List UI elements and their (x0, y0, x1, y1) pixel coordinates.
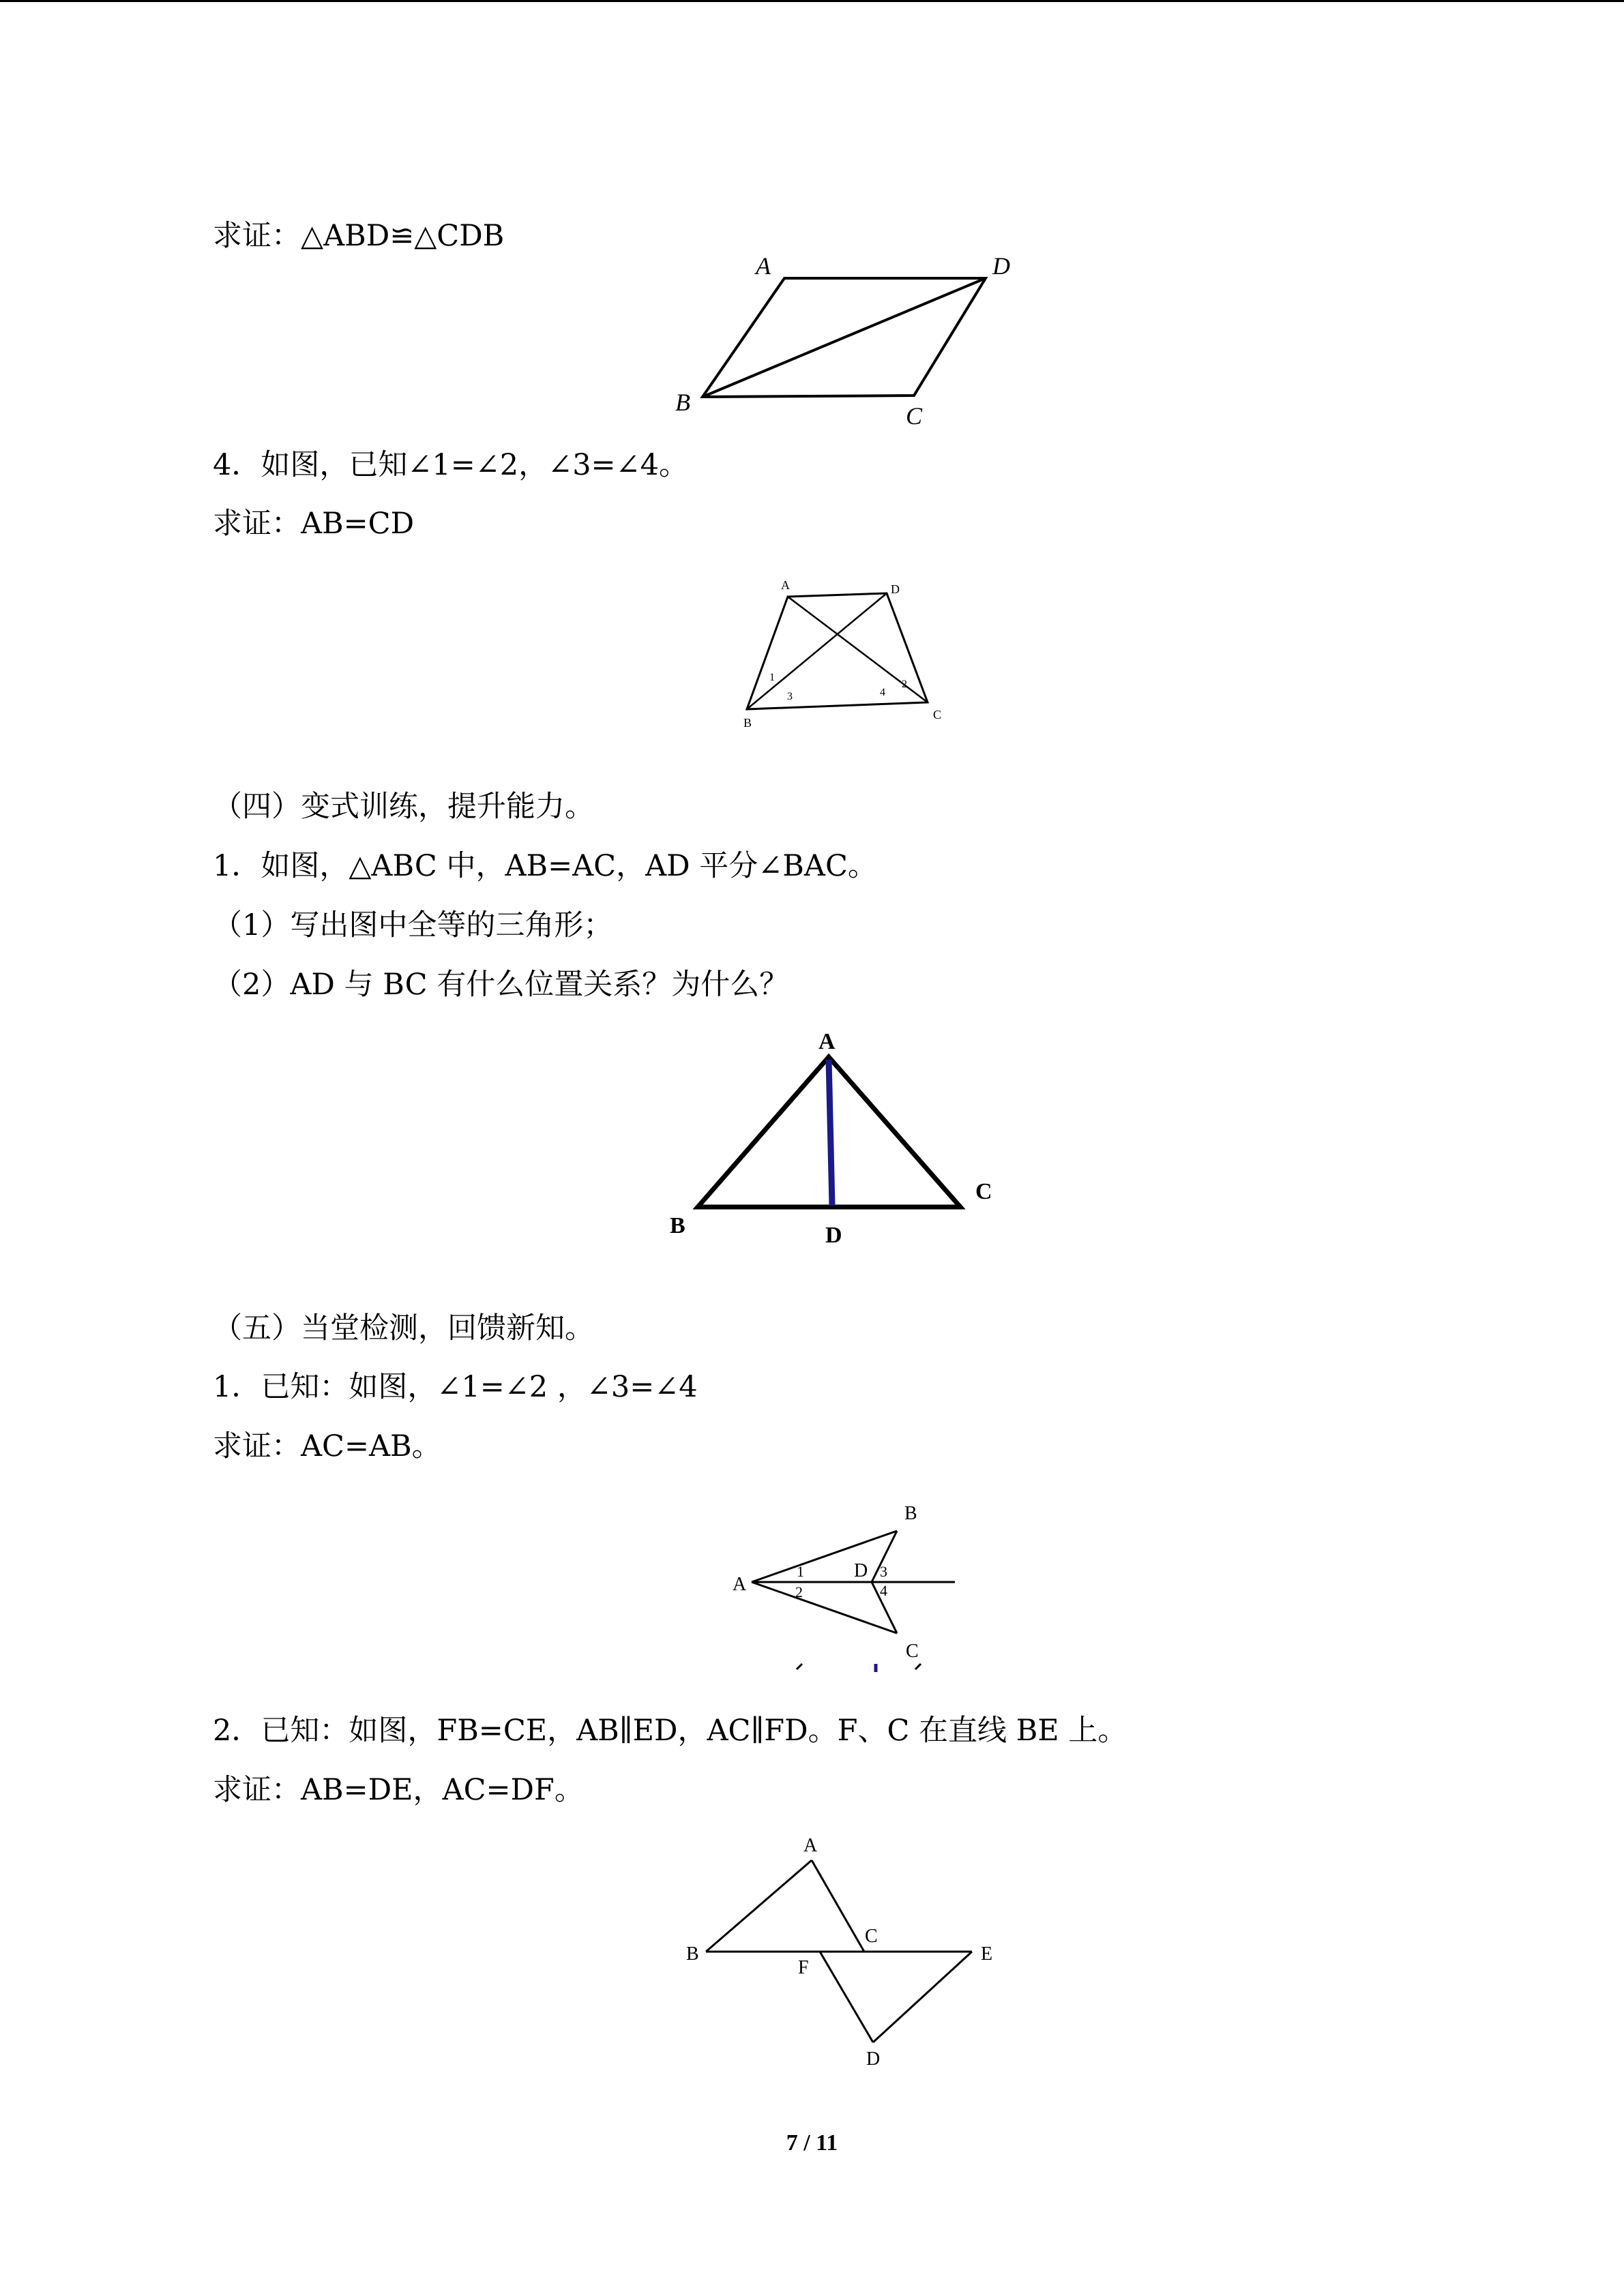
label-A: A (803, 1835, 818, 1856)
label-D: D (891, 582, 900, 596)
angle-3: 3 (787, 691, 793, 702)
figure-kite (723, 1493, 969, 1678)
label-A: A (756, 252, 771, 280)
label-B: B (904, 1503, 917, 1524)
proof-statement-4: 求证：AB=CD (213, 507, 415, 541)
label-C: C (865, 1926, 878, 1947)
angle-1: 1 (797, 1563, 804, 1580)
problem-4: 4．如图，已知∠1=∠2，∠3=∠4。 (213, 448, 688, 482)
proof-statement-1: 求证：△ABD≌△CDB (213, 219, 505, 253)
label-B: B (675, 389, 690, 416)
figure-two-triangles (675, 1828, 1030, 2080)
label-D: D (825, 1223, 842, 1248)
figure-parallelogram (655, 245, 1037, 436)
angle-2: 2 (795, 1583, 803, 1600)
label-B: B (670, 1213, 685, 1238)
label-D: D (866, 2048, 881, 2070)
label-D: D (854, 1560, 868, 1581)
label-C: C (906, 402, 923, 430)
section-four-heading: （四）变式训练，提升能力。 (213, 790, 594, 824)
top-border (0, 0, 1624, 2)
test-problem-2: 2．已知：如图，FB=CE，AB∥ED，AC∥FD。F、C 在直线 BE 上。 (213, 1714, 1127, 1748)
bisector-AD (829, 1060, 832, 1206)
label-E: E (981, 1943, 993, 1965)
label-A: A (733, 1574, 747, 1595)
test-problem-1: 1．已知：如图，∠1=∠2 ，∠3=∠4 (213, 1370, 698, 1404)
label-B: B (743, 716, 752, 730)
figure-isosceles-triangle (655, 1023, 1023, 1255)
label-C: C (906, 1641, 919, 1662)
section-five-heading: （五）当堂检测，回馈新知。 (213, 1311, 594, 1345)
label-F: F (798, 1957, 809, 1978)
angle-3: 3 (880, 1563, 887, 1580)
figure-quadrilateral (723, 573, 969, 736)
label-B: B (686, 1943, 699, 1965)
angle-1: 1 (769, 672, 775, 683)
angle-4: 4 (880, 1582, 887, 1599)
variant-question-2: （2）AD 与 BC 有什么位置关系？为什么？ (213, 968, 789, 1002)
label-A: A (781, 578, 790, 592)
label-D: D (992, 252, 1010, 280)
label-C: C (975, 1179, 992, 1204)
angle-2: 2 (902, 679, 907, 690)
variant-question-1: （1）写出图中全等的三角形； (213, 908, 613, 942)
label-C: C (933, 708, 942, 721)
variant-problem-1: 1．如图，△ABC 中，AB=AC，AD 平分∠BAC。 (213, 849, 877, 883)
test-proof-2: 求证：AB=DE，AC=DF。 (213, 1773, 584, 1807)
page-number: 7 / 11 (786, 2130, 838, 2156)
label-A: A (818, 1029, 836, 1054)
angle-4: 4 (880, 687, 885, 698)
test-proof-1: 求证：AC=AB。 (213, 1429, 441, 1463)
